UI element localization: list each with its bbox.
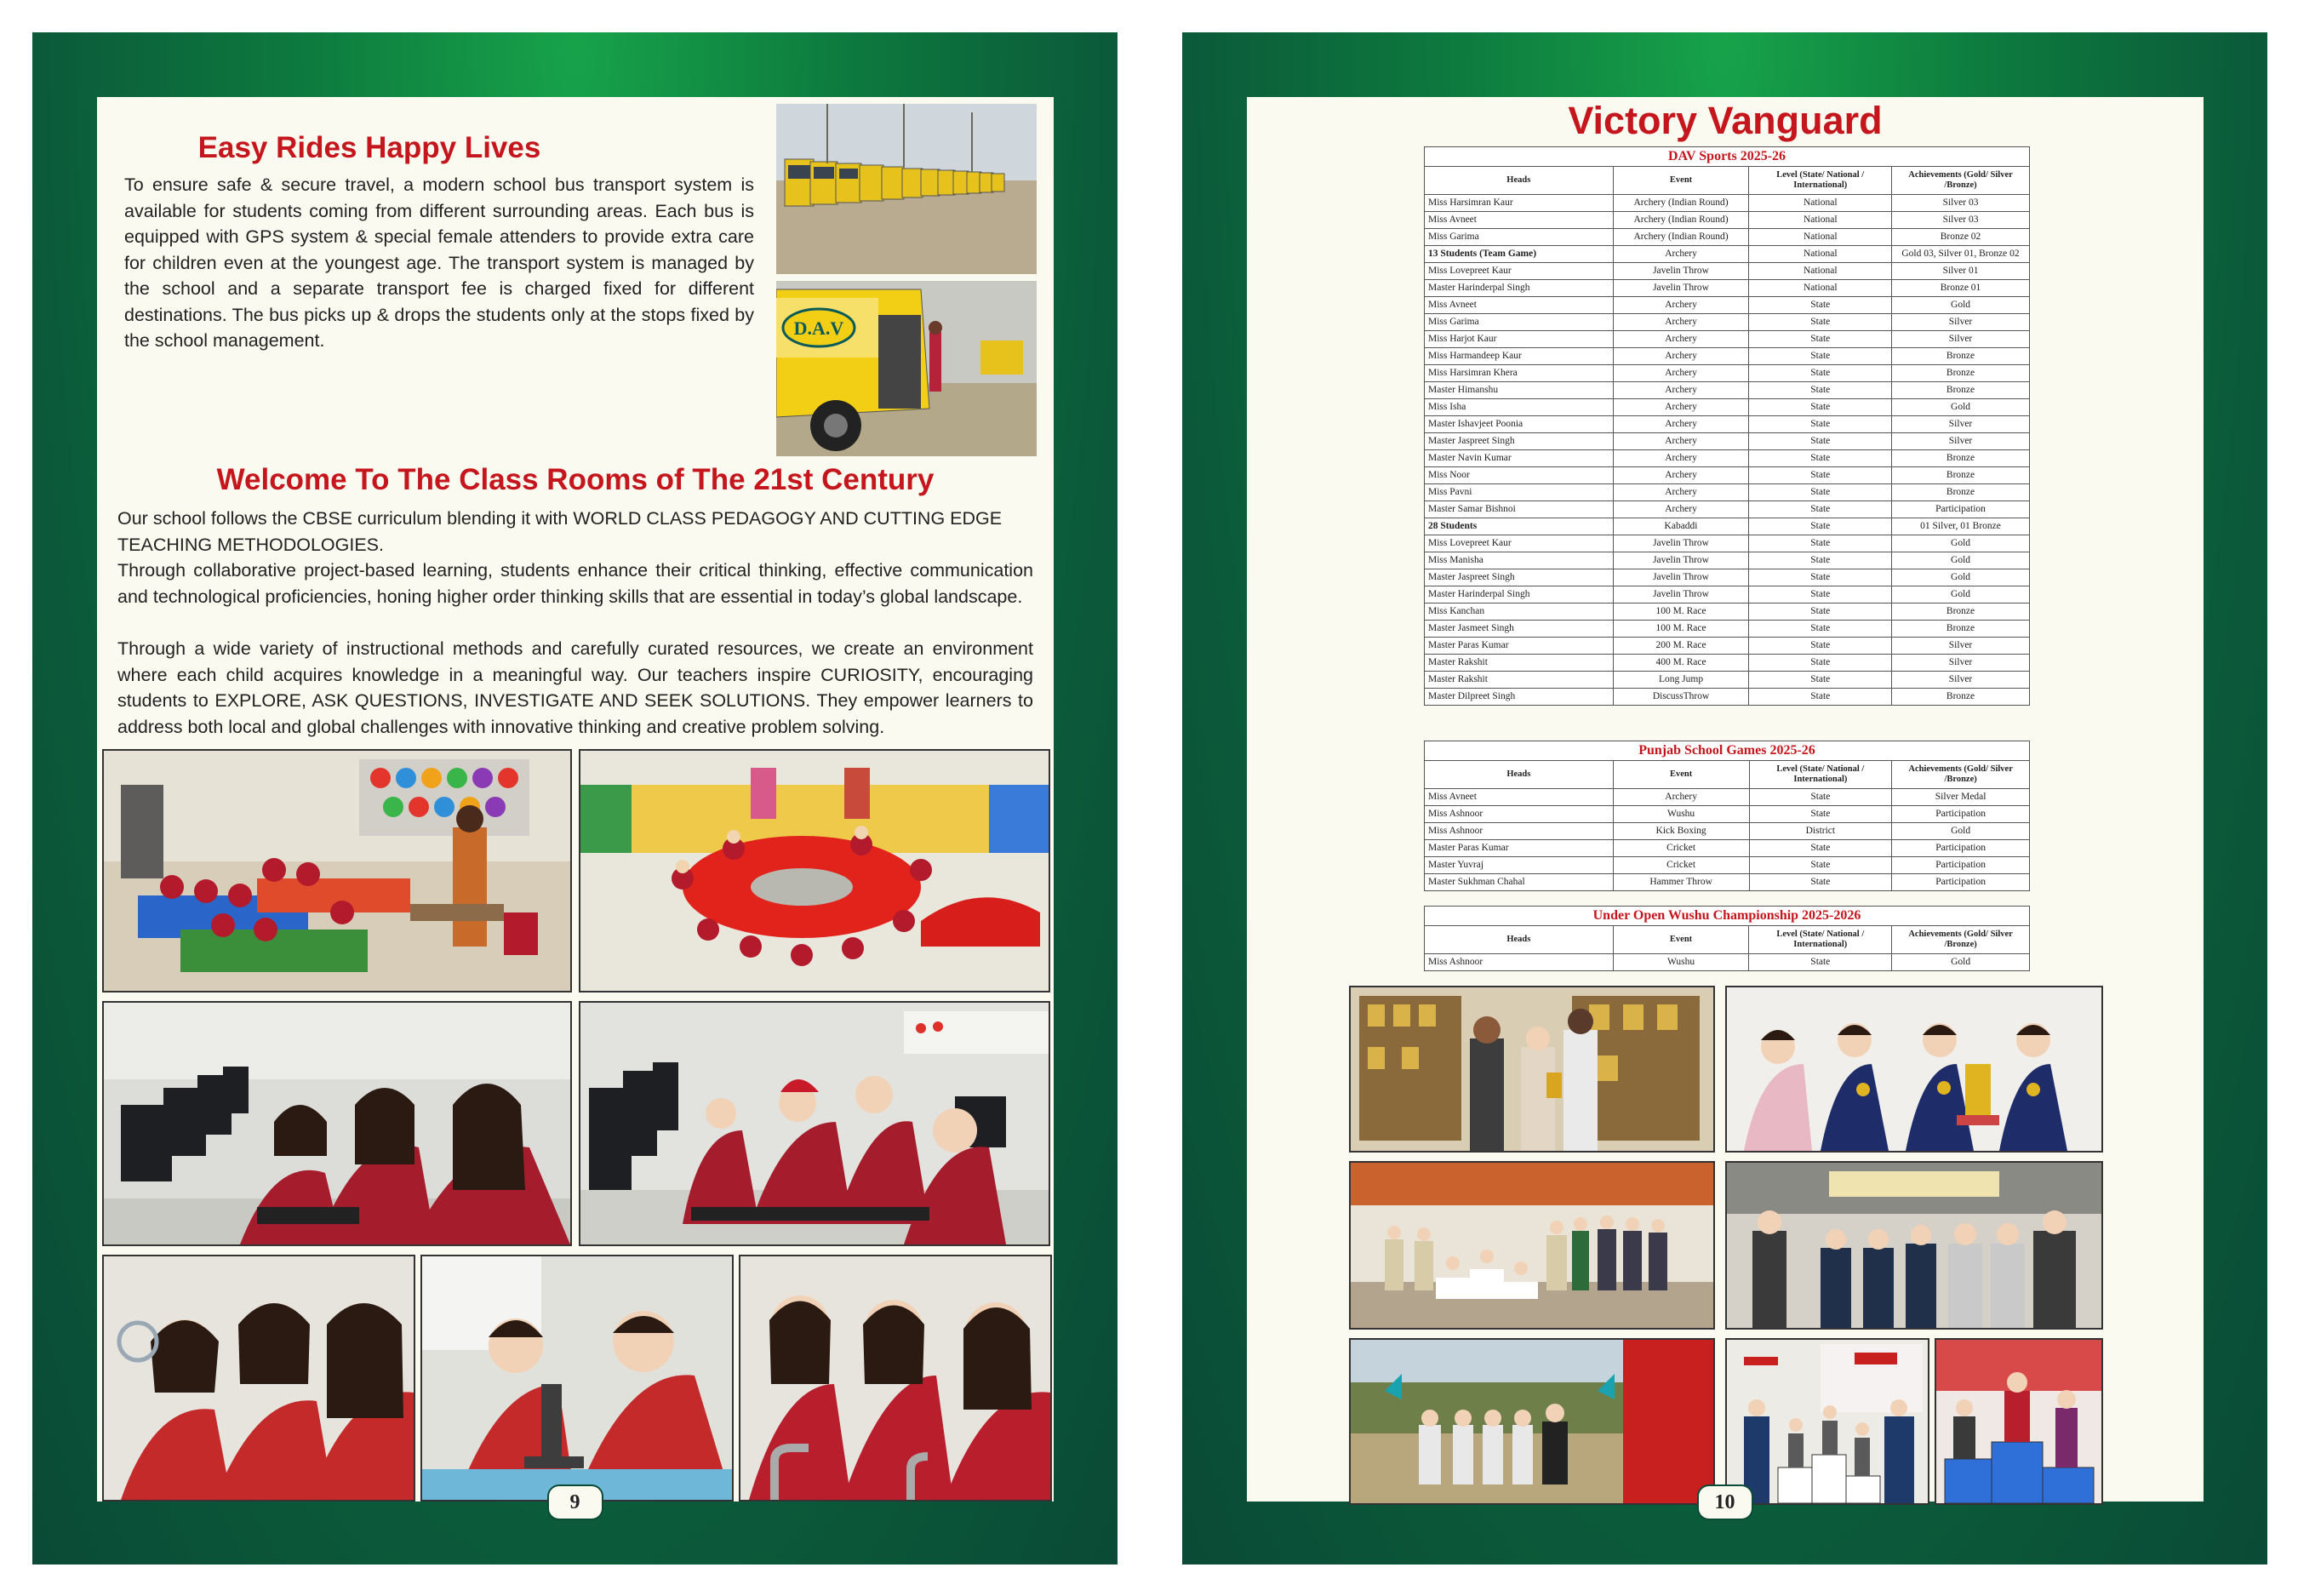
cell-head: Master Harinderpal Singh — [1425, 280, 1614, 297]
cell-event: Archery — [1613, 501, 1749, 518]
cell-achievement: Silver — [1892, 672, 2030, 689]
cell-event: DiscussThrow — [1613, 689, 1749, 706]
table-row — [1425, 450, 2030, 467]
cell-achievement: Silver 03 — [1892, 195, 2030, 212]
cell-achievement: Silver — [1892, 331, 2030, 348]
table-row — [1425, 954, 2030, 971]
table-punjab-school-games — [1424, 741, 2030, 891]
cell-event: Wushu — [1613, 954, 1749, 971]
col-header-achievements: Achievements (Gold/ Silver /Bronze) — [1892, 761, 2030, 789]
col-header-heads: Heads — [1425, 167, 1614, 195]
cell-level: District — [1749, 823, 1892, 840]
cell-level: State — [1749, 433, 1892, 450]
photo-computer-lab-girls — [102, 1001, 572, 1246]
victory-title: Victory Vanguard — [1568, 99, 1883, 142]
cell-event: Archery — [1613, 331, 1749, 348]
cell-head: Master Rakshit — [1425, 655, 1614, 672]
cell-level: State — [1749, 655, 1892, 672]
table-row — [1425, 689, 2030, 706]
cell-achievement: Participation — [1892, 857, 2030, 874]
cell-head: 13 Students (Team Game) — [1425, 246, 1614, 263]
col-header-event: Event — [1613, 761, 1749, 789]
cell-level: State — [1749, 450, 1892, 467]
cell-event: Archery (Indian Round) — [1613, 212, 1749, 229]
cell-head: Master Ishavjeet Poonia — [1425, 416, 1614, 433]
cell-level: National — [1749, 195, 1892, 212]
photo-outdoor-athletes — [1349, 1338, 1715, 1505]
table-wushu-championship — [1424, 906, 2030, 971]
cell-level: State — [1749, 484, 1892, 501]
cell-head: Miss Garima — [1425, 314, 1614, 331]
cell-level: State — [1749, 467, 1892, 484]
table-row — [1425, 484, 2030, 501]
cell-event: Archery — [1613, 246, 1749, 263]
cell-head: Miss Garima — [1425, 229, 1614, 246]
table-row — [1425, 501, 2030, 518]
cell-level: State — [1749, 501, 1892, 518]
page-number-left: 9 — [547, 1484, 603, 1520]
cell-event: Kick Boxing — [1613, 823, 1749, 840]
table-row — [1425, 569, 2030, 586]
cell-head: Miss Noor — [1425, 467, 1614, 484]
cell-event: Cricket — [1613, 857, 1749, 874]
cell-level: State — [1749, 604, 1892, 621]
col-header-level: Level (State/ National / International) — [1749, 926, 1892, 954]
cell-event: Javelin Throw — [1613, 569, 1749, 586]
cell-head: Miss Kanchan — [1425, 604, 1614, 621]
right-page-content — [1247, 97, 2204, 1502]
cell-event: Archery — [1613, 789, 1749, 806]
cell-achievement: Bronze — [1892, 348, 2030, 365]
cell-head: Master Jaspreet Singh — [1425, 569, 1614, 586]
table-row — [1425, 672, 2030, 689]
photo-podium-dav-banner — [1725, 1338, 1929, 1505]
cell-event: Archery — [1613, 348, 1749, 365]
cell-level: State — [1749, 638, 1892, 655]
cell-achievement: Gold — [1892, 586, 2030, 604]
cell-level: State — [1749, 621, 1892, 638]
table-row — [1425, 789, 2030, 806]
cell-achievement: Silver — [1892, 314, 2030, 331]
cell-head: Miss Harsimran Khera — [1425, 365, 1614, 382]
bus-section-text: To ensure safe & secure travel, a modern school bus transport system is available for students coming from different surrounding areas. Each bus is equipped with GPS system & special female attenders to provide extra care for children even at the youngest age. The transport system is managed by the school and a separate transport fee is charged fixed for different destinations. The bus picks up & drops the students only at the stops fixed by the school management. — [124, 174, 754, 351]
photo-podium-hall — [1349, 1161, 1715, 1330]
cell-achievement: 01 Silver, 01 Bronze — [1892, 518, 2030, 535]
cell-level: State — [1749, 586, 1892, 604]
cell-event: Archery — [1613, 484, 1749, 501]
cell-event: Archery — [1613, 450, 1749, 467]
table-row — [1425, 655, 2030, 672]
classroom-paragraph-1: Our school follows the CBSE curriculum blending it with WORLD CLASS PEDAGOGY AND CUTTING EDGE TEACHING METHODOLOGIES. — [117, 508, 1003, 555]
cell-achievement: Bronze — [1892, 382, 2030, 399]
col-header-event: Event — [1613, 926, 1749, 954]
cell-achievement: Silver 03 — [1892, 212, 2030, 229]
cell-achievement: Bronze — [1892, 689, 2030, 706]
cell-head: Miss Ashnoor — [1425, 806, 1614, 823]
table-row — [1425, 857, 2030, 874]
cell-level: State — [1749, 874, 1892, 891]
cell-event: Archery (Indian Round) — [1613, 195, 1749, 212]
cell-level: State — [1749, 535, 1892, 552]
cell-level: State — [1749, 552, 1892, 569]
cell-achievement: Participation — [1892, 840, 2030, 857]
cell-event: Archery — [1613, 416, 1749, 433]
cell-head: Miss Ashnoor — [1425, 823, 1614, 840]
table-row — [1425, 314, 2030, 331]
cell-achievement: Participation — [1892, 874, 2030, 891]
cell-achievement: Bronze — [1892, 365, 2030, 382]
cell-head: Master Paras Kumar — [1425, 638, 1614, 655]
cell-level: State — [1749, 518, 1892, 535]
cell-head: Miss Lovepreet Kaur — [1425, 535, 1614, 552]
cell-event: Kabaddi — [1613, 518, 1749, 535]
classroom-paragraph-2: Through collaborative project-based learning, students enhance their critical thinking, effective communication and technological proficiencies, honing higher order thinking skills that are essential in today’s global landscape. — [117, 560, 1033, 607]
photo-group-with-officials — [1725, 1161, 2103, 1330]
cell-head: Master Jaspreet Singh — [1425, 433, 1614, 450]
table-row — [1425, 823, 2030, 840]
cell-level: National — [1749, 246, 1892, 263]
cell-level: State — [1749, 954, 1892, 971]
classroom-paragraph-3: Through a wide variety of instructional methods and carefully curated resources, we create an environment where each child acquires knowledge in a meaningful way. Our teachers inspire CURIOSITY, encouraging students to EXPLORE, ASK QUESTIONS, INVESTIGATE AND SEEK SOLUTIONS. They empower learners to address both local and global challenges with innovative thinking and creative problem solving. — [117, 638, 1033, 737]
cell-event: Hammer Throw — [1613, 874, 1749, 891]
cell-achievement: Gold — [1892, 399, 2030, 416]
table-body-wushu — [1425, 954, 2030, 971]
col-header-achievements: Achievements (Gold/ Silver /Bronze) — [1892, 926, 2030, 954]
cell-achievement: Gold — [1892, 954, 2030, 971]
cell-level: State — [1749, 806, 1892, 823]
cell-head: Miss Avneet — [1425, 297, 1614, 314]
cell-level: National — [1749, 280, 1892, 297]
table-row — [1425, 331, 2030, 348]
table-row — [1425, 621, 2030, 638]
col-header-level: Level (State/ National / International) — [1749, 761, 1892, 789]
table-row — [1425, 229, 2030, 246]
table-row — [1425, 263, 2030, 280]
col-header-heads: Heads — [1425, 761, 1614, 789]
photo-classroom-students — [102, 749, 572, 992]
cell-event: Wushu — [1613, 806, 1749, 823]
table-row — [1425, 297, 2030, 314]
table-row — [1425, 280, 2030, 297]
table-row — [1425, 433, 2030, 450]
table-row — [1425, 467, 2030, 484]
col-header-achievements: Achievements (Gold/ Silver /Bronze) — [1892, 167, 2030, 195]
cell-event: 100 M. Race — [1613, 604, 1749, 621]
cell-event: Archery — [1613, 297, 1749, 314]
cell-level: State — [1749, 297, 1892, 314]
cell-achievement: Bronze — [1892, 484, 2030, 501]
cell-achievement: Gold — [1892, 535, 2030, 552]
table-row — [1425, 638, 2030, 655]
cell-head: Master Yuvraj — [1425, 857, 1614, 874]
cell-level: State — [1749, 840, 1892, 857]
table-row — [1425, 212, 2030, 229]
photo-science-microscope — [420, 1255, 734, 1502]
cell-achievement: Bronze 01 — [1892, 280, 2030, 297]
table-row — [1425, 586, 2030, 604]
cell-head: Miss Manisha — [1425, 552, 1614, 569]
photo-science-girls-magnifier — [102, 1255, 415, 1502]
table-row — [1425, 806, 2030, 823]
cell-achievement: Silver — [1892, 655, 2030, 672]
cell-event: Javelin Throw — [1613, 535, 1749, 552]
photo-bus-boarding — [776, 281, 1037, 456]
table-body-punjab-games — [1425, 789, 2030, 891]
col-header-event: Event — [1613, 167, 1749, 195]
cell-head: Miss Pavni — [1425, 484, 1614, 501]
cell-head: Master Himanshu — [1425, 382, 1614, 399]
cell-achievement: Silver 01 — [1892, 263, 2030, 280]
table-caption-dav-sports: DAV Sports 2025-26 — [1425, 147, 2030, 167]
cell-head: Master Dilpreet Singh — [1425, 689, 1614, 706]
cell-event: Archery — [1613, 399, 1749, 416]
cell-event: Javelin Throw — [1613, 263, 1749, 280]
cell-head: Miss Harjot Kaur — [1425, 331, 1614, 348]
photo-computer-lab-boys — [579, 1001, 1050, 1246]
cell-head: Master Paras Kumar — [1425, 840, 1614, 857]
table-dav-sports — [1424, 146, 2030, 706]
photo-school-buses-row — [776, 104, 1037, 274]
cell-head: Miss Avneet — [1425, 212, 1614, 229]
cell-head: Master Samar Bishnoi — [1425, 501, 1614, 518]
table-caption-wushu: Under Open Wushu Championship 2025-2026 — [1425, 907, 2030, 926]
cell-head: Master Sukhman Chahal — [1425, 874, 1614, 891]
cell-level: State — [1749, 569, 1892, 586]
cell-level: State — [1749, 365, 1892, 382]
cell-achievement: Silver Medal — [1892, 789, 2030, 806]
cell-level: State — [1749, 348, 1892, 365]
cell-head: Miss Harsimran Kaur — [1425, 195, 1614, 212]
cell-event: Javelin Throw — [1613, 586, 1749, 604]
cell-event: Archery — [1613, 433, 1749, 450]
cell-achievement: Bronze — [1892, 467, 2030, 484]
table-row — [1425, 365, 2030, 382]
cell-head: Miss Avneet — [1425, 789, 1614, 806]
cell-event: Archery (Indian Round) — [1613, 229, 1749, 246]
cell-achievement: Gold — [1892, 569, 2030, 586]
table-row — [1425, 552, 2030, 569]
bus-section-title: Easy Rides Happy Lives — [197, 131, 541, 164]
page-number-right: 10 — [1697, 1484, 1753, 1520]
table-caption-punjab-games: Punjab School Games 2025-26 — [1425, 741, 2030, 761]
cell-level: State — [1749, 314, 1892, 331]
classroom-section-title: Welcome To The Class Rooms of The 21st Century — [216, 463, 935, 496]
cell-head: Miss Harmandeep Kaur — [1425, 348, 1614, 365]
cell-level: State — [1749, 857, 1892, 874]
cell-event: 400 M. Race — [1613, 655, 1749, 672]
cell-achievement: Gold — [1892, 823, 2030, 840]
cell-head: Master Navin Kumar — [1425, 450, 1614, 467]
cell-event: Long Jump — [1613, 672, 1749, 689]
cell-head: Miss Lovepreet Kaur — [1425, 263, 1614, 280]
cell-event: Archery — [1613, 382, 1749, 399]
table-row — [1425, 382, 2030, 399]
cell-level: State — [1749, 382, 1892, 399]
cell-event: Archery — [1613, 365, 1749, 382]
cell-achievement: Bronze — [1892, 604, 2030, 621]
cell-level: National — [1749, 212, 1892, 229]
table-row — [1425, 604, 2030, 621]
cell-achievement: Silver — [1892, 433, 2030, 450]
photo-trophy-presentation — [1349, 986, 1715, 1153]
cell-event: 200 M. Race — [1613, 638, 1749, 655]
photo-wushu-medalists — [1725, 986, 2103, 1153]
cell-event: Cricket — [1613, 840, 1749, 857]
cell-level: State — [1749, 672, 1892, 689]
cell-event: Javelin Throw — [1613, 280, 1749, 297]
cell-level: National — [1749, 229, 1892, 246]
cell-head: Master Rakshit — [1425, 672, 1614, 689]
cell-head: Master Jasmeet Singh — [1425, 621, 1614, 638]
cell-level: State — [1749, 689, 1892, 706]
cell-achievement: Silver — [1892, 416, 2030, 433]
col-header-level: Level (State/ National / International) — [1749, 167, 1892, 195]
table-row — [1425, 195, 2030, 212]
table-row — [1425, 874, 2030, 891]
cell-level: State — [1749, 399, 1892, 416]
table-row — [1425, 246, 2030, 263]
cell-achievement: Participation — [1892, 806, 2030, 823]
cell-head: Miss Isha — [1425, 399, 1614, 416]
cell-level: State — [1749, 789, 1892, 806]
col-header-heads: Heads — [1425, 926, 1614, 954]
cell-event: Javelin Throw — [1613, 552, 1749, 569]
table-row — [1425, 840, 2030, 857]
cell-achievement: Bronze — [1892, 621, 2030, 638]
table-row — [1425, 535, 2030, 552]
cell-level: State — [1749, 331, 1892, 348]
cell-achievement: Gold 03, Silver 01, Bronze 02 — [1892, 246, 2030, 263]
photo-podium-medal-winner — [1935, 1338, 2103, 1505]
left-page — [32, 32, 1118, 1565]
bus-logo: D.A.V — [793, 317, 844, 339]
cell-level: State — [1749, 416, 1892, 433]
table-row — [1425, 518, 2030, 535]
cell-achievement: Participation — [1892, 501, 2030, 518]
cell-head: Master Harinderpal Singh — [1425, 586, 1614, 604]
right-page — [1182, 32, 2267, 1565]
photo-kindergarten-circle — [579, 749, 1050, 992]
cell-event: Archery — [1613, 314, 1749, 331]
cell-achievement: Gold — [1892, 552, 2030, 569]
table-row — [1425, 348, 2030, 365]
cell-achievement: Bronze 02 — [1892, 229, 2030, 246]
left-page-content — [97, 97, 1054, 1502]
table-body-dav-sports — [1425, 195, 2030, 706]
cell-event: 100 M. Race — [1613, 621, 1749, 638]
cell-achievement: Gold — [1892, 297, 2030, 314]
table-row — [1425, 416, 2030, 433]
cell-event: Archery — [1613, 467, 1749, 484]
cell-level: National — [1749, 263, 1892, 280]
cell-head: Miss Ashnoor — [1425, 954, 1614, 971]
cell-head: 28 Students — [1425, 518, 1614, 535]
cell-achievement: Silver — [1892, 638, 2030, 655]
cell-achievement: Bronze — [1892, 450, 2030, 467]
table-row — [1425, 399, 2030, 416]
photo-science-girls-testtubes — [739, 1255, 1052, 1502]
